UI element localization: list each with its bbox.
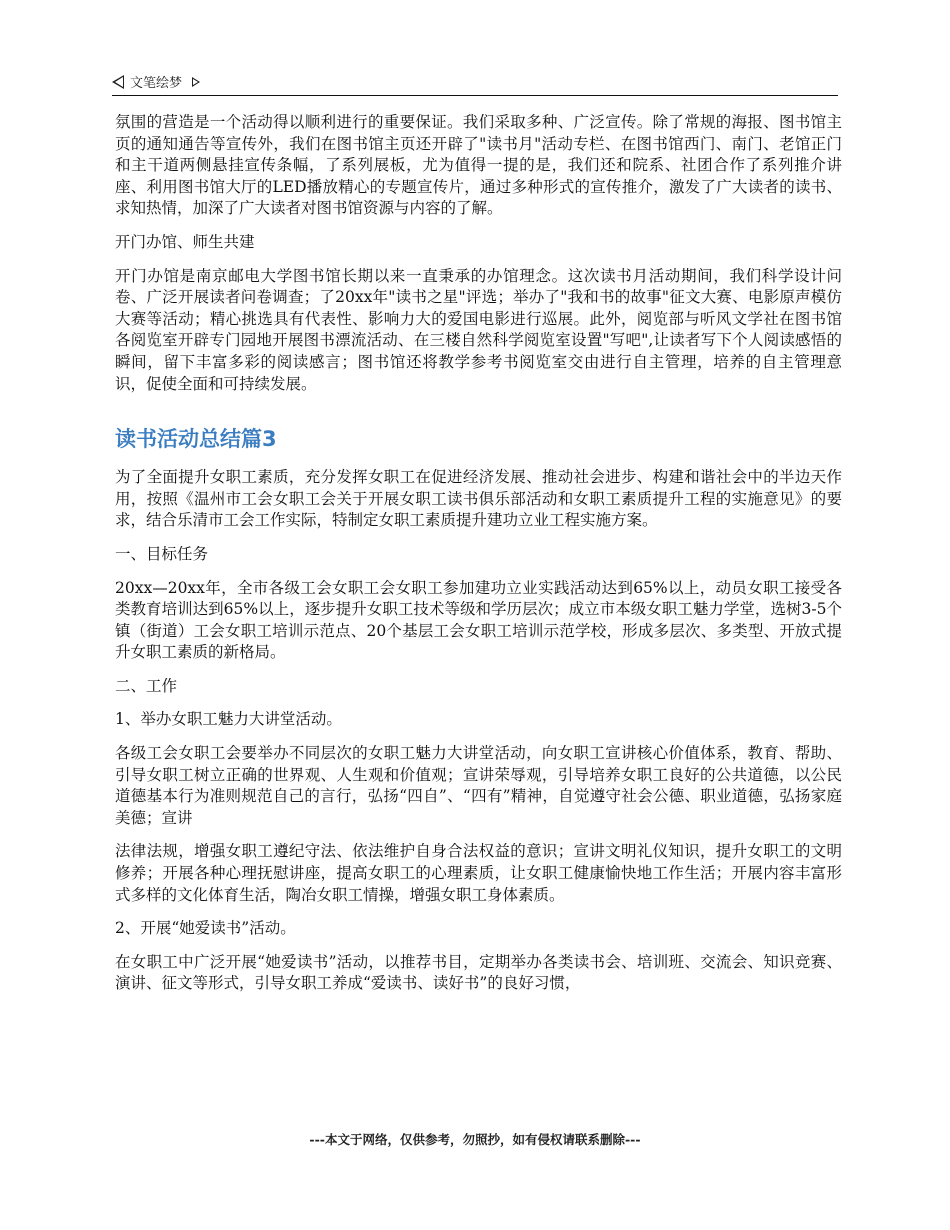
triangle-right-icon xyxy=(192,77,200,87)
paragraph: 20xx—20xx年，全市各级工会女职工会女职工参加建功立业实践活动达到65%以上，动员女职工接受各类教育培训达到65%以上，逐步提升女职工技术等级和学历层次；成立市本级女职工魅力学堂，选树3-5个镇（街道）工会女职工培训示范点、20个基层工会女职工培训示范学校，形成多层次、多类型、开放式提升女职工素质的新格局。 xyxy=(115,578,842,662)
paragraph: 1、举办女职工魅力大讲堂活动。 xyxy=(115,710,342,729)
triangle-left-icon xyxy=(112,75,124,89)
paragraph: 2、开展“她爱读书”活动。 xyxy=(115,919,296,938)
paragraph: 开门办馆、师生共建 xyxy=(115,232,255,251)
paragraph: 氛围的营造是一个活动得以顺利进行的重要保证。我们采取多种、广泛宣传。除了常规的海报、图书馆主页的通知通告等宣传外，我们在图书馆主页还开辟了"读书月"活动专栏、在图书馆西门、南门、老馆正门和主干道两侧悬挂宣传条幅，了系列展板，尤为值得一提的是，我们还和院系、社团合作了系列推介讲座、利用图书馆大厅的LED播放精心的专题宣传片，通过多种形式的宣传推介，激发了广大读者的读书、求知热情，加深了广大读者对图书馆资源与内容的了解。 xyxy=(115,113,842,218)
document-body xyxy=(115,112,842,1007)
paragraph: 为了全面提升女职工素质，充分发挥女职工在促进经济发展、推动社会进步、构建和谐社会中的半边天作用，按照《温州市工会女职工会关于开展女职工读书俱乐部活动和女职工素质提升工程的实施意见》的要求，结合乐清市工会工作实际，特制定女职工素质提升建功立业工程实施方案。 xyxy=(115,468,842,530)
brand xyxy=(112,72,200,91)
paragraph: 一、目标任务 xyxy=(115,544,209,563)
paragraph: 在女职工中广泛开展“她爱读书”活动，以推荐书目，定期举办各类读书会、培训班、交流会、知识竞赛、演讲、征文等形式，引导女职工养成“爱读书、读好书”的良好习惯， xyxy=(115,952,842,993)
brand-name: 文笔绘梦 xyxy=(130,76,183,91)
section-heading: 读书活动总结篇3 xyxy=(115,427,277,452)
paragraph: 二、工作 xyxy=(115,676,178,695)
header-rule xyxy=(112,95,838,96)
page-header xyxy=(112,68,838,94)
page-footer: ---本文于网络，仅供参考，勿照抄，如有侵权请联系删除--- xyxy=(309,1132,641,1147)
paragraph: 法律法规，增强女职工遵纪守法、依法维护自身合法权益的意识；宣讲文明礼仪知识，提升女职工的文明修养；开展各种心理抚慰讲座，提高女职工的心理素质，让女职工健康愉快地工作生活；开展内容丰富形式多样的文化体育生活，陶冶女职工情操，增强女职工身体素质。 xyxy=(115,842,842,904)
paragraph: 各级工会女职工会要举办不同层次的女职工魅力大讲堂活动，向女职工宣讲核心价值体系，教育、帮助、引导女职工树立正确的世界观、人生观和价值观；宣讲荣辱观，引导培养女职工良好的公共道德，以公民道德基本行为准则规范自己的言行，弘扬“四自”、“四有”精神，自觉遵守社会公德、职业道德，弘扬家庭美德；宣讲 xyxy=(115,744,842,827)
paragraph: 开门办馆是南京邮电大学图书馆长期以来一直秉承的办馆理念。这次读书月活动期间，我们科学设计问卷、广泛开展读者问卷调查；了20xx年"读书之星"评选；举办了"我和书的故事"征文大赛、电影原声模仿大赛等活动；精心挑选具有代表性、影响力大的爱国电影进行巡展。此外，阅览部与听风文学社在图书馆各阅览室开辟专门园地开展图书漂流活动、在三楼自然科学阅览室设置"写吧",让读者写下个人阅读感悟的瞬间，留下丰富多彩的阅读感言；图书馆还将教学参考书阅览室交由进行自主管理，培养的自主管理意识，促使全面和可持续发展。 xyxy=(115,266,842,393)
